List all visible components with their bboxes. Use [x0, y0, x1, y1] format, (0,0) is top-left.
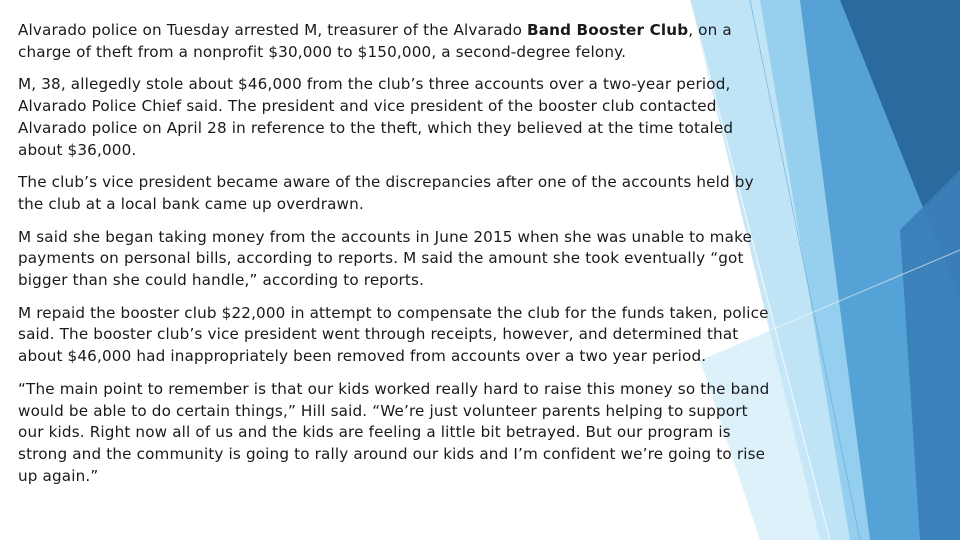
- paragraph-arrest: [18, 20, 778, 63]
- paragraph-arrest-tail: , on a charge of theft from a nonprofit $30,000 to $150,000, a second-degree felony.: [18, 21, 732, 61]
- paragraph-quote: “The main point to remember is that our kids worked really hard to raise this money so the band would be able to do certain things,” Hill said. “We’re just volunteer parents helping to support our kids. Right now all of us and the kids are feeling a little bit betrayed. But our program is strong and the community is going to rally around our kids and I’m confident we’re going to rise up again.”: [18, 379, 770, 485]
- paragraph-arrest-lead: Alvarado police on Tuesday arrested M, treasurer of the Alvarado: [18, 21, 528, 39]
- paragraph-motive: M said she began taking money from the accounts in June 2015 when she was unable to make payments on personal bills, according to reports. M said the amount she took eventually “got bigger than she could handle,” according to reports.: [18, 227, 752, 290]
- paragraph-repayment: M repaid the booster club $22,000 in attempt to compensate the club for the funds taken, police said. The booster club’s vice president went through receipts, however, and determined that about $46,000 had inappropriately been removed from accounts over a two year period.: [18, 303, 769, 366]
- club-name-emphasis: Band Booster Club: [527, 21, 689, 39]
- paragraph-allegation: M, 38, allegedly stole about $46,000 from the club’s three accounts over a two-year period, Alvarado Police Chief said. The president and vice president of the booster club contacted Alvarado police on April 28 in reference to the theft, which they believed at the time totaled about $36,000.: [18, 75, 734, 159]
- paragraph-discovery: The club’s vice president became aware of the discrepancies after one of the accounts held by the club at a local bank came up overdrawn.: [18, 173, 754, 213]
- slide-body: [18, 20, 778, 498]
